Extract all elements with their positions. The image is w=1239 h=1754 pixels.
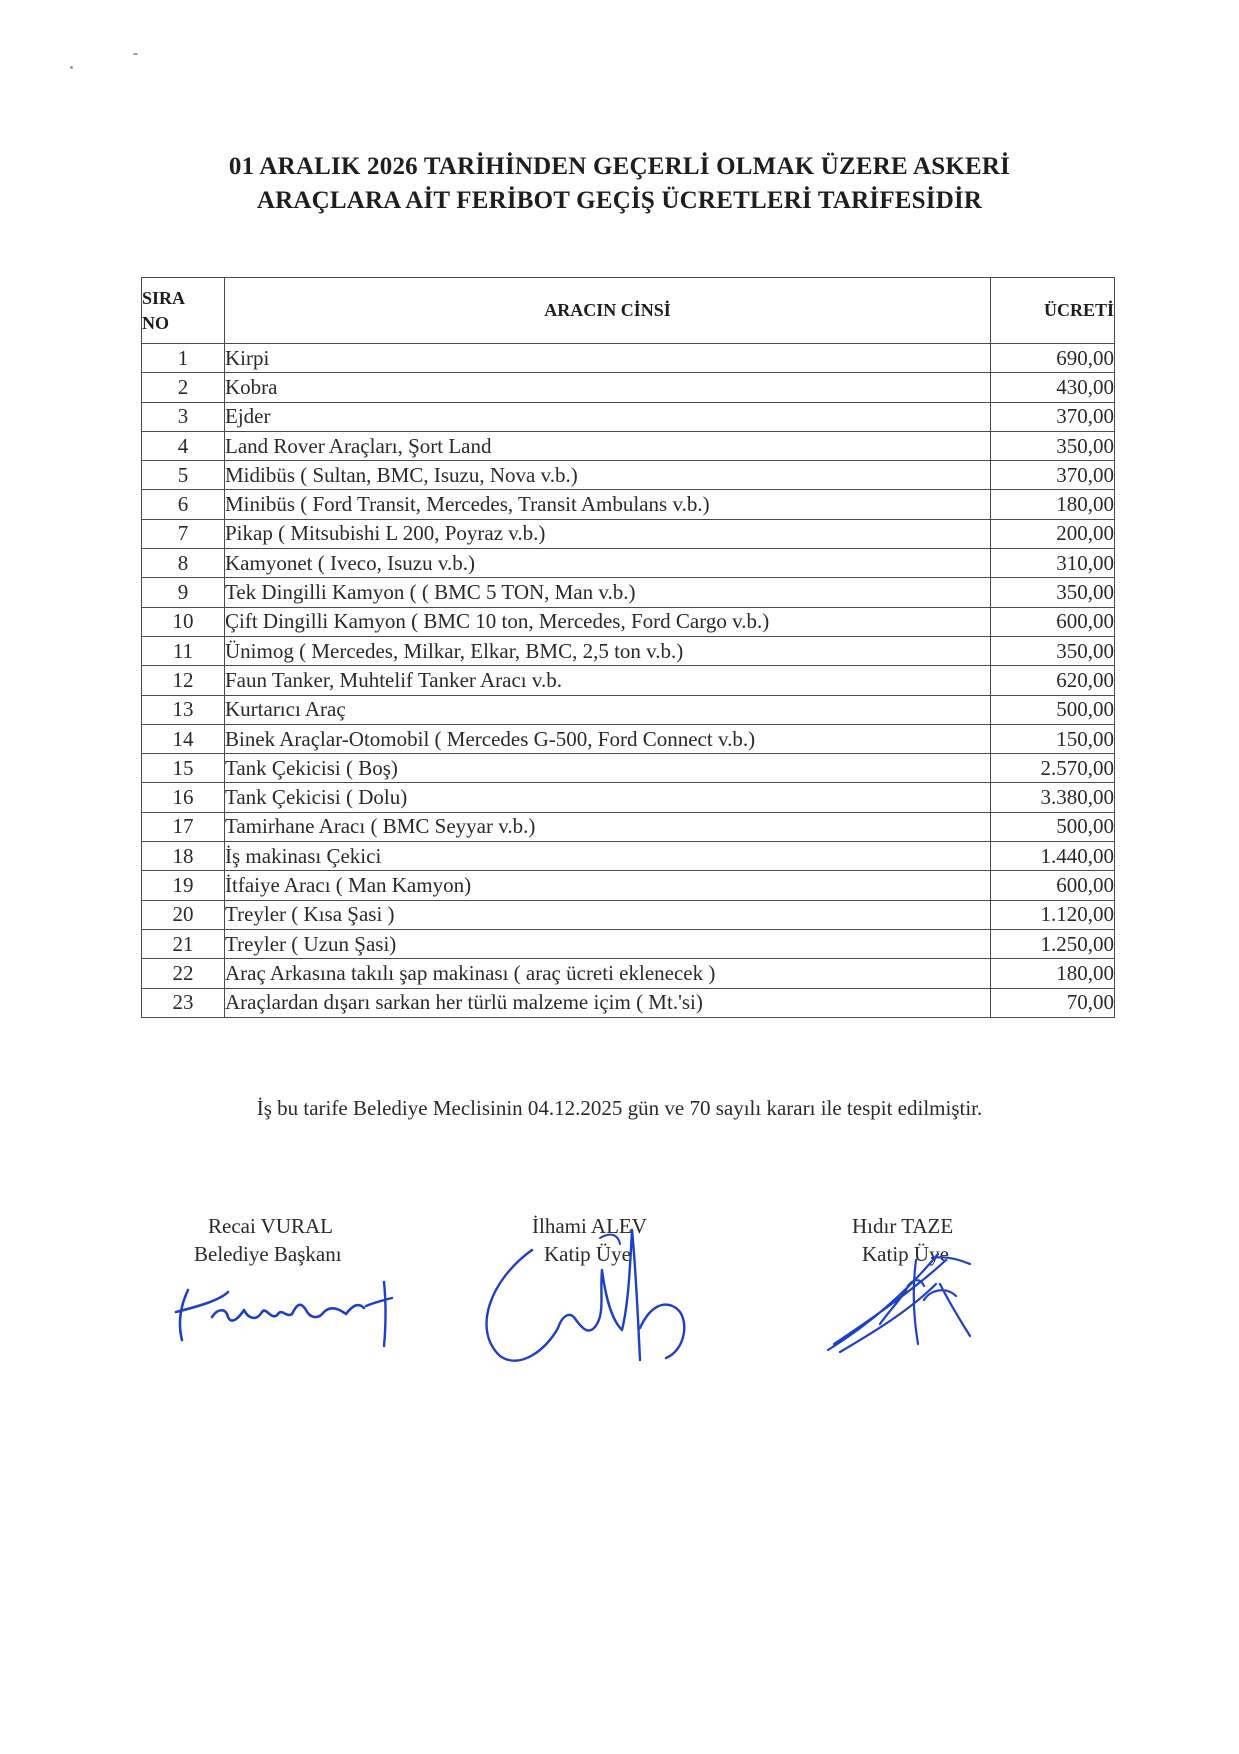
row-fee: 2.570,00: [991, 754, 1115, 783]
row-number: 5: [142, 461, 225, 490]
table-row: [142, 754, 1115, 783]
table-row: [142, 929, 1115, 958]
row-vehicle-type: Kirpi: [225, 344, 991, 373]
row-fee: 350,00: [991, 431, 1115, 460]
signature-1: [170, 1262, 400, 1352]
document-title: [0, 150, 1239, 218]
row-number: 2: [142, 373, 225, 402]
signature-2: [450, 1210, 710, 1370]
row-vehicle-type: İtfaiye Aracı ( Man Kamyon): [225, 871, 991, 900]
row-fee: 180,00: [991, 490, 1115, 519]
title-line-1: 01 ARALIK 2026 TARİHİNDEN GEÇERLİ OLMAK ÜZERE ASKERİ: [228, 153, 1011, 180]
header-no-line1: SIRA: [142, 287, 186, 308]
scan-speck: [133, 53, 138, 55]
table-row: [142, 871, 1115, 900]
table-row: [142, 812, 1115, 841]
row-number: 23: [142, 988, 225, 1017]
table-row: [142, 373, 1115, 402]
row-vehicle-type: Treyler ( Uzun Şasi): [225, 929, 991, 958]
table-row: [142, 578, 1115, 607]
tariff-table: [141, 277, 1115, 1018]
row-fee: 600,00: [991, 871, 1115, 900]
row-number: 6: [142, 490, 225, 519]
row-number: 3: [142, 402, 225, 431]
row-fee: 1.440,00: [991, 842, 1115, 871]
header-fee: ÜCRETİ: [991, 278, 1115, 344]
row-number: 12: [142, 666, 225, 695]
header-sira-no: [142, 278, 225, 344]
table-row: [142, 783, 1115, 812]
row-vehicle-type: Faun Tanker, Muhtelif Tanker Aracı v.b.: [225, 666, 991, 695]
header-no-line2: NO: [142, 312, 169, 333]
table-row: [142, 724, 1115, 753]
row-vehicle-type: Binek Araçlar-Otomobil ( Mercedes G-500, Ford Connect v.b.): [225, 724, 991, 753]
row-vehicle-type: İş makinası Çekici: [225, 842, 991, 871]
row-fee: 3.380,00: [991, 783, 1115, 812]
row-number: 19: [142, 871, 225, 900]
row-vehicle-type: Ejder: [225, 402, 991, 431]
signature-3: [820, 1240, 1000, 1360]
row-vehicle-type: Ünimog ( Mercedes, Milkar, Elkar, BMC, 2,5 ton v.b.): [225, 636, 991, 665]
row-vehicle-type: Araçlardan dışarı sarkan her türlü malzeme içim ( Mt.'si): [225, 988, 991, 1017]
signatory-role: Katip Üye: [862, 1242, 949, 1266]
row-number: 17: [142, 812, 225, 841]
header-vehicle-type: ARACIN CİNSİ: [225, 278, 991, 344]
row-number: 21: [142, 929, 225, 958]
table-row: [142, 490, 1115, 519]
row-fee: 1.120,00: [991, 900, 1115, 929]
row-number: 7: [142, 519, 225, 548]
row-fee: 310,00: [991, 549, 1115, 578]
row-fee: 150,00: [991, 724, 1115, 753]
row-number: 22: [142, 959, 225, 988]
row-fee: 600,00: [991, 607, 1115, 636]
signatory-name: Hıdır TAZE: [852, 1214, 954, 1238]
row-number: 20: [142, 900, 225, 929]
row-number: 1: [142, 344, 225, 373]
row-vehicle-type: Land Rover Araçları, Şort Land: [225, 431, 991, 460]
row-vehicle-type: Pikap ( Mitsubishi L 200, Poyraz v.b.): [225, 519, 991, 548]
scan-speck: [70, 66, 73, 69]
table-body: [142, 344, 1115, 1018]
row-fee: 70,00: [991, 988, 1115, 1017]
table-row: [142, 461, 1115, 490]
row-number: 4: [142, 431, 225, 460]
row-number: 9: [142, 578, 225, 607]
signatory-role: Katip Üye: [544, 1242, 631, 1266]
row-vehicle-type: Araç Arkasına takılı şap makinası ( araç ücreti eklenecek ): [225, 959, 991, 988]
table-row: [142, 842, 1115, 871]
row-fee: 370,00: [991, 461, 1115, 490]
table-row: [142, 695, 1115, 724]
row-number: 13: [142, 695, 225, 724]
row-fee: 500,00: [991, 695, 1115, 724]
table-header-row: [142, 278, 1115, 344]
row-fee: 430,00: [991, 373, 1115, 402]
table-row: [142, 900, 1115, 929]
table-row: [142, 402, 1115, 431]
row-vehicle-type: Tek Dingilli Kamyon ( ( BMC 5 TON, Man v.b.): [225, 578, 991, 607]
row-vehicle-type: Kurtarıcı Araç: [225, 695, 991, 724]
row-number: 15: [142, 754, 225, 783]
row-fee: 200,00: [991, 519, 1115, 548]
signatory-name: Recai VURAL: [208, 1214, 334, 1238]
row-vehicle-type: Çift Dingilli Kamyon ( BMC 10 ton, Mercedes, Ford Cargo v.b.): [225, 607, 991, 636]
row-fee: 1.250,00: [991, 929, 1115, 958]
row-vehicle-type: Midibüs ( Sultan, BMC, Isuzu, Nova v.b.): [225, 461, 991, 490]
table-row: [142, 519, 1115, 548]
row-vehicle-type: Tamirhane Aracı ( BMC Seyyar v.b.): [225, 812, 991, 841]
row-fee: 350,00: [991, 636, 1115, 665]
row-vehicle-type: Tank Çekicisi ( Dolu): [225, 783, 991, 812]
row-fee: 620,00: [991, 666, 1115, 695]
row-fee: 370,00: [991, 402, 1115, 431]
row-number: 11: [142, 636, 225, 665]
table-row: [142, 549, 1115, 578]
table-row: [142, 607, 1115, 636]
table-row: [142, 988, 1115, 1017]
row-vehicle-type: Tank Çekicisi ( Boş): [225, 754, 991, 783]
table-row: [142, 666, 1115, 695]
table-row: [142, 431, 1115, 460]
council-decision-note: İş bu tarife Belediye Meclisinin 04.12.2025 gün ve 70 sayılı kararı ile tespit edilmiştir.: [256, 1096, 983, 1120]
row-number: 14: [142, 724, 225, 753]
title-line-2: ARAÇLARA AİT FERİBOT GEÇİŞ ÜCRETLERİ TARİFESİDİR: [256, 187, 983, 214]
row-number: 18: [142, 842, 225, 871]
row-number: 8: [142, 549, 225, 578]
table-row: [142, 636, 1115, 665]
row-vehicle-type: Kobra: [225, 373, 991, 402]
row-number: 16: [142, 783, 225, 812]
table-row: [142, 959, 1115, 988]
signatory-name: İlhami ALEV: [532, 1214, 647, 1238]
row-vehicle-type: Minibüs ( Ford Transit, Mercedes, Transit Ambulans v.b.): [225, 490, 991, 519]
row-vehicle-type: Kamyonet ( Iveco, Isuzu v.b.): [225, 549, 991, 578]
row-fee: 180,00: [991, 959, 1115, 988]
row-number: 10: [142, 607, 225, 636]
row-fee: 500,00: [991, 812, 1115, 841]
row-fee: 690,00: [991, 344, 1115, 373]
table-row: [142, 344, 1115, 373]
row-fee: 350,00: [991, 578, 1115, 607]
signatory-1: [194, 1212, 342, 1268]
signatory-role: Belediye Başkanı: [194, 1242, 342, 1266]
row-vehicle-type: Treyler ( Kısa Şasi ): [225, 900, 991, 929]
